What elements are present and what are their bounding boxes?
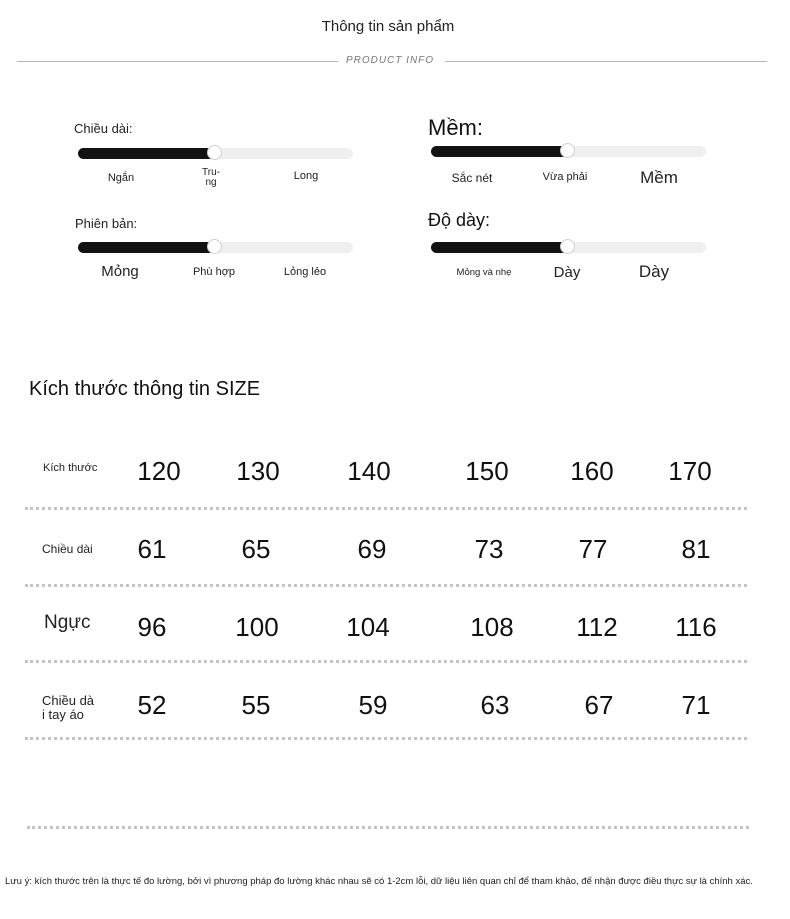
attr-thickness-label: Độ dày: — [428, 210, 491, 230]
attr-softness-slider — [431, 146, 706, 157]
attr-fit-option-regular: Phù hợp — [192, 266, 236, 278]
table-cell: 100 — [235, 612, 279, 642]
attr-fit-fill — [78, 242, 215, 253]
table-cell: 59 — [358, 690, 388, 720]
attr-thickness-slider — [431, 242, 706, 253]
row-divider — [25, 660, 747, 663]
attr-softness-option-crisp: Sắc nét — [451, 171, 493, 185]
table-cell: 130 — [236, 456, 280, 486]
attr-length-fill — [78, 148, 215, 159]
table-cell: 63 — [480, 690, 510, 720]
attr-softness-knob — [560, 143, 575, 158]
table-cell: 140 — [347, 456, 391, 486]
page-subtitle: PRODUCT INFO — [345, 55, 435, 66]
table-cell: 112 — [576, 612, 618, 642]
table-cell: 61 — [137, 534, 167, 564]
row-divider — [25, 584, 747, 587]
attr-fit-option-loose: Lỏng lẻo — [283, 266, 327, 278]
size-table-title: Kích thước thông tin SIZE — [29, 378, 261, 400]
attr-fit-slider — [78, 242, 353, 253]
table-cell: 170 — [668, 456, 712, 486]
table-cell: 52 — [137, 690, 167, 720]
table-cell: 73 — [474, 534, 504, 564]
attr-softness-option-moderate: Vừa phải — [542, 171, 588, 183]
table-cell: 120 — [137, 456, 181, 486]
attr-softness-fill — [431, 146, 568, 157]
table-cell: 71 — [681, 690, 711, 720]
attr-length-option-short: Ngắn — [107, 172, 135, 184]
attr-thickness-option-thick: Dày — [553, 264, 581, 281]
table-cell: 116 — [675, 612, 717, 642]
attr-fit-label: Phiên bản: — [75, 216, 138, 231]
table-cell: 67 — [584, 690, 614, 720]
table-cell: 65 — [241, 534, 271, 564]
attr-softness-option-soft: Mềm — [640, 168, 678, 187]
row-divider — [25, 737, 747, 740]
row-divider — [25, 507, 747, 510]
row-label-chest: Ngực — [44, 612, 91, 633]
page-title: Thông tin sản phẩm — [321, 18, 455, 35]
attr-length-knob — [207, 145, 222, 160]
attr-thickness-fill — [431, 242, 568, 253]
table-cell: 81 — [681, 534, 711, 564]
table-cell: 77 — [578, 534, 608, 564]
attr-thickness-option-light: Mỏng và nhẹ — [456, 267, 512, 278]
attr-length-slider — [78, 148, 353, 159]
table-cell: 150 — [465, 456, 509, 486]
divider-left — [17, 61, 338, 62]
table-cell: 108 — [470, 612, 514, 642]
table-cell: 96 — [137, 612, 167, 642]
table-cell: 160 — [570, 456, 614, 486]
attr-fit-knob — [207, 239, 222, 254]
attr-length-option-long: Long — [293, 170, 319, 182]
attr-thickness-knob — [560, 239, 575, 254]
row-label-size: Kích thước — [43, 462, 98, 474]
attr-length-label: Chiều dài: — [74, 121, 133, 136]
bottom-divider — [27, 826, 749, 829]
divider-right — [445, 61, 767, 62]
table-cell: 55 — [241, 690, 271, 720]
table-cell: 104 — [346, 612, 390, 642]
attr-fit-option-slim: Mỏng — [101, 263, 139, 280]
attr-thickness-option-thicker: Dày — [638, 262, 670, 281]
table-cell: 69 — [357, 534, 387, 564]
measurement-note: Lưu ý: kích thước trên là thực tế đo lường, bởi vì phương pháp đo lường khác nhau sẽ có 1-2cm lỗi, dữ liệu liên quan chỉ để tham khảo, để nhận được điều thực sự là chính xác. — [5, 876, 753, 887]
row-label-length: Chiều dài — [42, 542, 93, 556]
row-label-sleeve: Chiều dà i tay áo — [42, 693, 95, 722]
attr-length-option-medium: Tru- ng — [202, 167, 220, 188]
attr-softness-label: Mềm: — [428, 115, 483, 140]
